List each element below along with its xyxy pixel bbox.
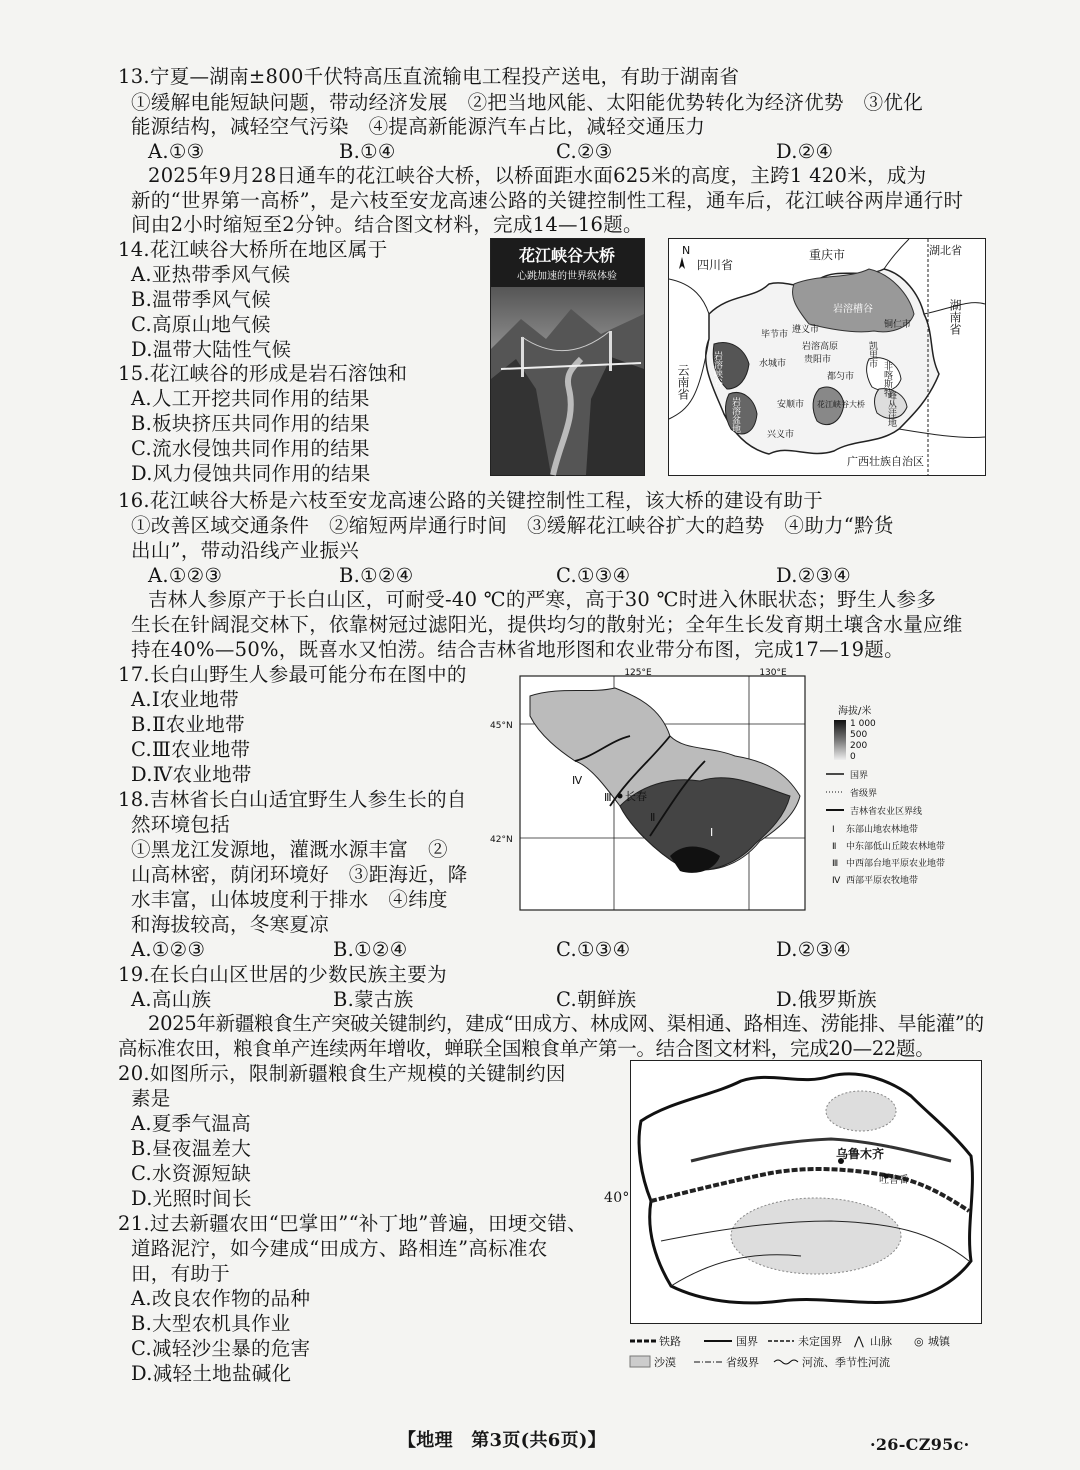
q14-option-d: D.温带大陆性气候 [131,338,292,361]
q13-option-a: A.①③ [148,140,205,163]
legend-national-border: 国界 [850,771,869,781]
label-zunyi: 遵义市 [792,325,820,335]
q14-option-a: A.亚热带季风气候 [131,263,291,286]
legend-zone-1-num: Ⅰ [832,825,835,835]
footer-page-label: 【地理 第3页(共6页)】 [398,1430,606,1451]
legend-zone-3-name: 中西部台地平原农业地带 [846,859,946,869]
xj-legend-undetermined-border: 未定国界 [798,1335,842,1348]
xj-legend-provincial-border: 省级界 [726,1356,759,1369]
label-huajiang-bridge: 花江峡谷大桥 [817,400,865,409]
label-karst-plateau: 岩溶高原 [802,342,839,352]
q18-option-d: D.②③④ [776,938,852,961]
label-hubei: 湖北省 [929,244,962,257]
q18-option-c: C.①③④ [556,938,631,961]
q16-option-d: D.②③④ [776,564,852,587]
label-chongqing: 重庆市 [809,248,846,262]
passage-xinjiang-1: 2025年新疆粮食生产突破关键制约，建成“田成方、林成网、渠相通、路相连、涝能排、旱能灌”的 [148,1012,984,1035]
elev-0: 0 [850,752,856,762]
mountain-icon: ⋀ [854,1334,864,1348]
bridge-photo [490,238,645,476]
label-tongren: 铜仁市 [884,320,912,330]
label-yunnan: 云南省 [676,364,690,400]
q18-stem-2: 然环境包括 [131,813,231,836]
label-sichuan: 四川省 [697,258,734,272]
legend-elevation-title: 海拔/米 [838,706,872,717]
map-north: N [682,244,691,257]
q20-stem-2: 素是 [131,1087,171,1110]
q21-option-d: D.减轻土地盐碱化 [131,1362,292,1385]
lat-42: 42°N [490,835,513,845]
legend-zone-2-name: 中东部低山丘陵农林地带 [846,842,946,852]
q18-stem-1: 18.吉林省长白山适宜野生人参生长的自 [118,788,467,811]
xj-legend-national-border: 国界 [736,1335,758,1348]
q20-stem-1: 20.如图所示，限制新疆粮食生产规模的关键制约因 [118,1062,566,1085]
lon-130: 130°E [759,668,787,678]
q17-option-a: A.Ⅰ农业地带 [131,688,240,711]
photo-title: 花江峡谷大桥 [518,246,616,265]
passage-ginseng-1: 吉林人参原产于长白山区，可耐受-40 ℃的严寒，高于30 ℃时进入休眠状态；野生人参多 [148,588,937,611]
q18-option-b: B.①②④ [333,938,408,961]
q15-stem: 15.花江峡谷的形成是岩石溶蚀和 [118,362,408,385]
passage-bridge-3: 间由2小时缩短至2分钟。结合图文材料，完成14—16题。 [131,213,643,236]
lon-125: 125°E [624,668,652,678]
q21-option-b: B.大型农机具作业 [131,1312,291,1335]
town-icon: ◎ [914,1335,924,1348]
legend-provincial-border: 省级界 [850,789,878,799]
q20-option-b: B.昼夜温差大 [131,1137,252,1160]
passage-bridge-1: 2025年9月28日通车的花江峡谷大桥，以桥面距水面625米的高度，主跨1 420米，成为 [148,164,927,187]
elev-500: 500 [850,730,868,740]
q18-statements-1: ①黑龙江发源地，灌溉水源丰富 ② [131,838,448,861]
q13-statements-1: ①缓解电能短缺问题，带动经济发展 ②把当地风能、太阳能优势转化为经济优势 ③优化 [131,91,924,114]
label-bijie: 毕节市 [761,330,789,340]
q13-stem: 13.宁夏—湖南±800千伏特高压直流输电工程投产送电，有助于湖南省 [118,65,740,88]
q15-option-b: B.板块挤压共同作用的结果 [131,412,370,435]
q15-option-a: A.人工开挖共同作用的结果 [131,387,370,410]
label-hunan: 湖南省 [948,299,962,335]
xinjiang-map-art [631,1061,981,1323]
footer-code: ·26-CZ95c· [870,1435,970,1454]
q14-option-b: B.温带季风气候 [131,288,271,311]
passage-ginseng-2: 生长在针阔混交林下，依靠树冠过滤阳光，提供均匀的散射光；全年生长发育期土壤含水量应维 [131,613,963,636]
q18-statements-4: 和海拔较高，冬寒夏凉 [131,913,330,936]
q13-option-d: D.②④ [776,140,834,163]
label-non-karst: 非喀斯特 [882,361,892,397]
q14-option-c: C.高原山地气候 [131,313,271,336]
zone-label-4: Ⅳ [572,774,583,787]
legend-zone-4-num: Ⅳ [832,876,841,886]
q16-stem: 16.花江峡谷大桥是六枝至安龙高速公路的关键控制性工程，该大桥的建设有助于 [118,489,824,512]
label-shuicheng: 水城市 [759,359,787,369]
q17-option-c: C.Ⅲ农业地带 [131,738,251,761]
q20-option-a: A.夏季气温高 [131,1112,251,1135]
jilin-legend-art [806,700,986,910]
passage-ginseng-3: 持在40%—50%，既喜水又怕涝。结合吉林省地形图和农业带分布图，完成17—19题。 [131,638,904,661]
q16-statements-1: ①改善区域交通条件 ②缩短两岸通行时间 ③缓解花江峡谷扩大的趋势 ④助力“黔货 [131,514,894,537]
xj-legend-desert: 沙漠 [654,1356,676,1369]
xj-city-turpan: 吐鲁番 [879,1175,909,1186]
q17-option-d: D.Ⅳ农业地带 [131,763,252,786]
q19-option-c: C.朝鲜族 [556,988,637,1011]
q16-option-c: C.①③④ [556,564,631,587]
xinjiang-legend [628,1330,984,1374]
label-karst-basin: 岩溶盆地 [730,397,740,433]
label-guiyang: 贵阳市 [804,355,832,365]
q14-stem: 14.花江峡谷大桥所在地区属于 [118,238,388,261]
jilin-legend [806,700,986,910]
q16-option-a: A.①②③ [148,564,223,587]
q18-statements-3: 水丰富，山体坡度利于排水 ④纬度 [131,888,448,911]
label-kaili: 凯里市 [867,341,877,368]
bridge-photo-art [491,239,644,475]
q16-option-b: B.①②④ [339,564,414,587]
label-karst-trough: 岩溶槽谷 [833,304,873,315]
label-anshun: 安顺市 [777,400,805,410]
q19-option-d: D.俄罗斯族 [776,988,877,1011]
q17-option-b: B.Ⅱ农业地带 [131,713,245,736]
guizhou-map [668,238,986,476]
passage-xinjiang-2: 高标准农田，粮食单产连续两年增收，蝉联全国粮食单产第一。结合图文材料，完成20—22题。 [118,1037,935,1060]
q13-option-c: C.②③ [556,140,613,163]
q21-option-a: A.改良农作物的品种 [131,1287,311,1310]
xj-legend-railway: 铁路 [659,1335,681,1348]
q13-option-b: B.①④ [339,140,396,163]
q19-option-a: A.高山族 [131,988,212,1011]
legend-zone-1-name: 东部山地农林地带 [846,825,919,835]
label-karst-gorge: 岩溶峡谷 [712,351,722,387]
q18-statements-2: 山高林密，荫闭环境好 ③距海近，降 [131,863,468,886]
photo-subtitle: 心跳加速的世界级体验 [517,271,617,282]
xj-city-urumqi: 乌鲁木齐 [836,1147,885,1161]
zone-label-1: Ⅰ [710,826,714,839]
xj-legend-town: 城镇 [928,1335,950,1348]
legend-zone-3-num: Ⅲ [832,859,839,869]
q13-statements-2: 能源结构，减轻空气污染 ④提高新能源汽车占比，减轻交通压力 [131,115,706,138]
q21-option-c: C.减轻沙尘暴的危害 [131,1337,311,1360]
xj-legend-mountain: 山脉 [870,1335,892,1348]
q20-option-d: D.光照时间长 [131,1187,252,1210]
label-guangxi: 广西壮族自治区 [847,455,924,468]
q17-stem: 17.长白山野生人参最可能分布在图中的 [118,663,467,686]
q21-stem-3: 田，有助于 [131,1262,231,1285]
jilin-map-art [490,666,805,910]
guizhou-map-art [669,239,985,475]
xinjiang-legend-art [628,1330,984,1374]
q21-stem-1: 21.过去新疆农田“巴掌田”“补丁地”普遍，田埂交错、 [118,1212,587,1235]
elev-1000: 1 000 [850,719,876,729]
xj-lat-label: 40° [604,1190,630,1206]
label-duyun: 都匀市 [827,372,855,382]
label-peak-cluster: 峰丛洼地 [886,391,896,427]
city-changchun: 长春 [625,790,647,803]
passage-bridge-2: 新的“世界第一高桥”，是六枝至安龙高速公路的关键控制性工程，通车后，花江峡谷两岸通行时 [131,189,964,212]
q15-option-c: C.流水侵蚀共同作用的结果 [131,437,370,460]
xinjiang-map [630,1060,982,1324]
legend-agri-zone-line: 吉林省农业区界线 [850,807,923,817]
legend-zone-2-num: Ⅱ [832,842,837,852]
q19-option-b: B.蒙古族 [333,988,414,1011]
q18-option-a: A.①②③ [131,938,206,961]
elev-200: 200 [850,741,868,751]
q21-stem-2: 道路泥泞，如今建成“田成方、路相连”高标准农 [131,1237,548,1260]
q20-option-c: C.水资源短缺 [131,1162,252,1185]
legend-zone-4-name: 西部平原农牧地带 [846,876,919,886]
zone-label-2: Ⅱ [650,811,656,824]
q15-option-d: D.风力侵蚀共同作用的结果 [131,462,371,485]
q16-statements-2: 出山”，带动沿线产业振兴 [131,539,360,562]
q19-stem: 19.在长白山区世居的少数民族主要为 [118,963,447,986]
label-xingyi: 兴义市 [767,430,795,440]
jilin-map [490,666,805,910]
lat-45: 45°N [490,721,513,731]
zone-label-3: Ⅲ [604,791,612,804]
xj-legend-river: 河流、季节性河流 [802,1356,890,1369]
